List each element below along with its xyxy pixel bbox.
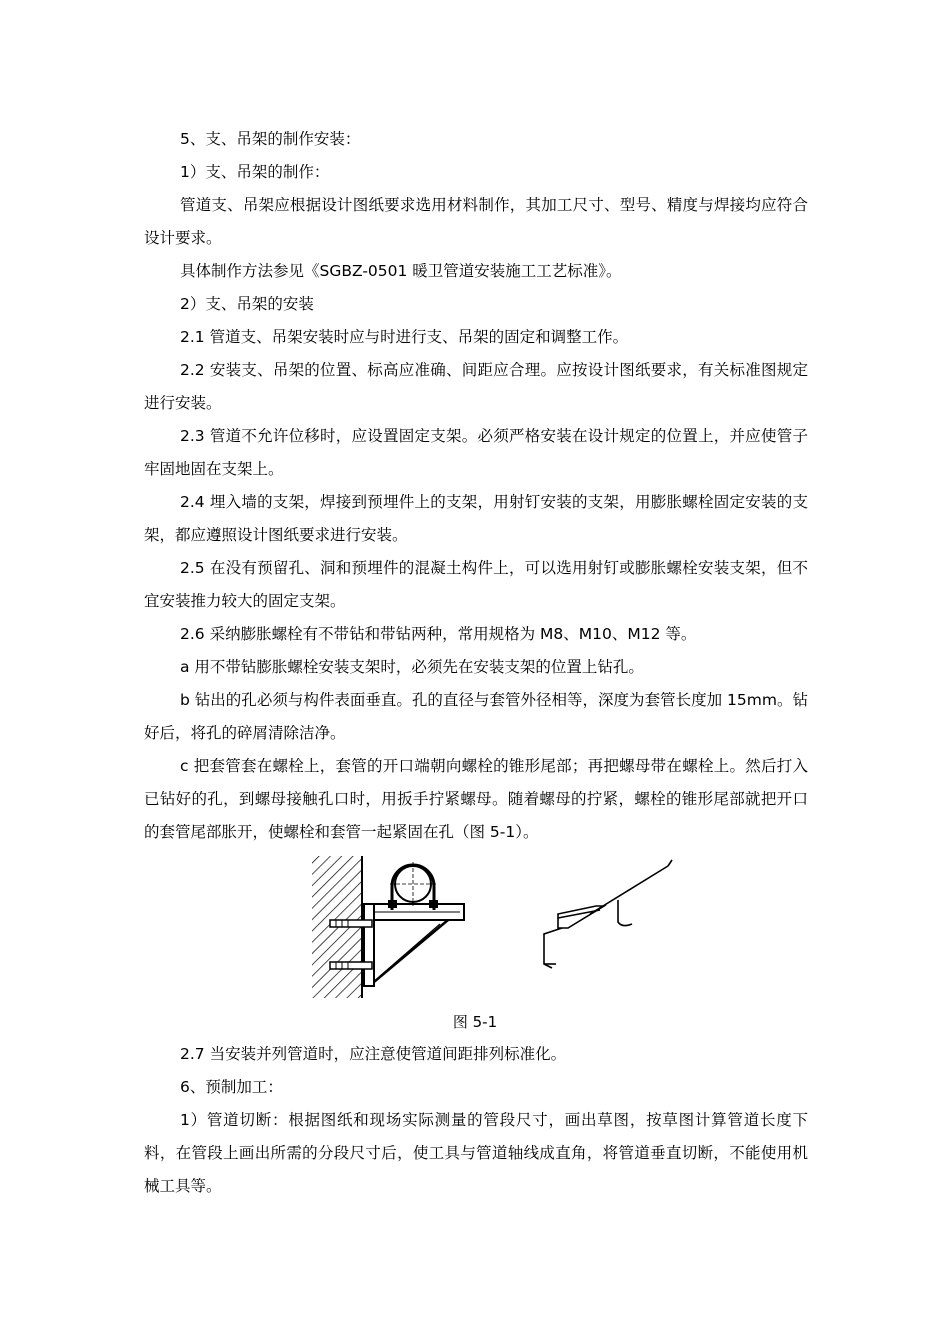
bracket-sketch-drawing	[544, 860, 672, 968]
paragraph: 管道支、吊架应根据设计图纸要求选用材料制作，其加工尺寸、型号、精度与焊接均应符合设计要求。	[144, 196, 808, 247]
body-text-top	[144, 123, 808, 849]
paragraph: c 把套管套在螺栓上，套管的开口端朝向螺栓的锥形尾部；再把螺母带在螺栓上。然后打入已钻好的孔，到螺母接触孔口时，用扳手拧紧螺母。随着螺母的拧紧，螺栓的锥形尾部就把开口的套管尾部胀开，使螺栓和套管一起紧固在孔（图 5-1）。	[144, 757, 808, 841]
body-text-bottom	[144, 1038, 808, 1203]
sketch-plate-edge	[558, 910, 600, 918]
paragraph: b 钻出的孔必须与构件表面垂直。孔的直径与套管外径相等，深度为套管长度加 15mm。钻好后，将孔的碎屑清除洁净。	[144, 691, 808, 742]
bracket-diagonal-inner	[380, 924, 440, 976]
paragraph: 具体制作方法参见《SGBZ-0501 暖卫管道安装施工工艺标准》。	[180, 262, 622, 280]
paragraph: 2.6 采纳膨胀螺栓有不带钻和带钻两种，常用规格为 M8、M10、M12 等。	[180, 625, 697, 643]
paragraph: a 用不带钻膨胀螺栓安装支架时，必须先在安装支架的位置上钻孔。	[180, 658, 644, 676]
wall-bracket-drawing	[312, 856, 464, 998]
paragraph: 2.4 埋入墙的支架，焊接到预埋件上的支架，用射钉安装的支架，用膨胀螺栓固定安装的支架，都应遵照设计图纸要求进行安装。	[144, 493, 808, 544]
sketch-support	[544, 928, 562, 968]
paragraph: 2.1 管道支、吊架安装时应与时进行支、吊架的固定和调整工作。	[180, 328, 629, 346]
paragraph: 2.5 在没有预留孔、洞和预埋件的混凝土构件上，可以选用射钉或膨胀螺栓安装支架，但不宜安装推力较大的固定支架。	[144, 559, 808, 610]
paragraph: 2）支、吊架的安装	[180, 295, 314, 313]
paragraph: 1）支、吊架的制作：	[180, 163, 330, 181]
paragraph: 1）管道切断：根据图纸和现场实际测量的管段尺寸，画出草图，按草图计算管道长度下料，在管段上画出所需的分段尺寸后，使工具与管道轴线成直角，将管道垂直切断，不能使用机械工具等。	[144, 1111, 808, 1195]
paragraph: 6、预制加工：	[180, 1078, 283, 1096]
paragraph: 2.2 安装支、吊架的位置、标高应准确、间距应合理。应按设计图纸要求，有关标准图规定进行安装。	[144, 361, 808, 412]
bracket-figure	[300, 852, 680, 1004]
nut	[429, 900, 438, 908]
paragraph: 2.7 当安装并列管道时，应注意使管道间距排列标准化。	[180, 1045, 567, 1063]
sketch-hook	[618, 900, 632, 926]
sketch-end-hook	[668, 860, 672, 866]
nut	[388, 900, 397, 908]
figure-caption: 图 5-1	[452, 1013, 498, 1031]
bracket-diagonal	[374, 920, 448, 982]
paragraph: 5、支、吊架的制作安装：	[180, 130, 361, 148]
paragraph: 2.3 管道不允许位移时，应设置固定支架。必须严格安装在设计规定的位置上，并应使管子牢固地固在支架上。	[144, 427, 808, 478]
bracket-back-plate	[364, 904, 374, 986]
